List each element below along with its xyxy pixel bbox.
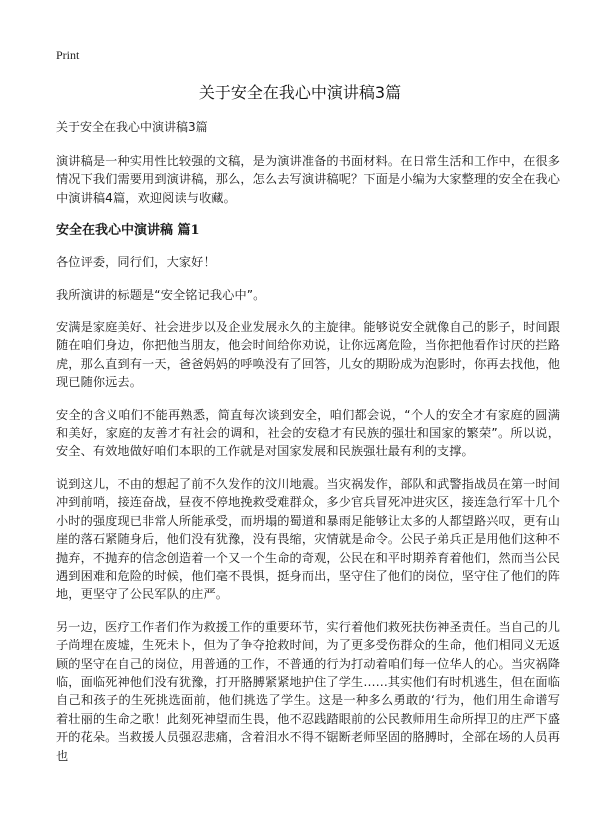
body-paragraph-3: 说到这儿，不由的想起了前不久发作的汶川地震。当灾祸发作，部队和武警指战员在第一时间冲到前哨，接连奋战，昼夜不停地挽救受难群众，多少官兵冒死冲进灾区，接连急行军十几个小时的强度现已非常人所能承受，而坍塌的蜀道和暴雨足能够让太多的人都望路兴叹，更有山崖的落石紧随身后，他们没有犹豫，没有畏缩，灾情就是命令。公民子弟兵正是用他们这种不抛弃，不抛弃的信念创造着一个又一个生命的奇观，公民在和平时期养育着他们，然而当公民遇到困难和危险的时候，他们毫不畏惧，挺身而出，坚守住了他们的岗位，坚守住了他们的阵地，更坚守了公民军队的庄严。 bbox=[56, 476, 560, 602]
body-paragraph-2: 安全的含义咱们不能再熟悉，简直每次谈到安全，咱们都会说，“个人的安全才有家庭的圆满和美好，家庭的友善才有社会的调和，社会的安稳才有民族的强壮和国家的繁荣”。所以说，安全、有效地做好咱们本职的工作就是对国家发展和民族强壮最有利的支撑。 bbox=[56, 407, 560, 459]
greeting-paragraph: 各位评委，同行们，大家好！ bbox=[56, 255, 216, 270]
body-paragraph-4: 另一边，医疗工作者们作为救援工作的重要环节，实行着他们救死扶伤神圣责任。当自己的儿子尚埋在废墟，生死未卜，但为了争夺抢救时间，为了更多受伤群众的生命，他们相同义无返顾的坚守在自己的岗位，用普通的工作，不普通的行为打动着咱们每一位华人的心。当灾祸降临，面临死神他们没有犹豫，打开胳膊紧紧地护住了学生……其实他们有时机逃生，但在面临自己和孩子的生死挑选面前，他们挑选了学生。这是一种多么勇敢的‘行为，他们用生命谱写着壮丽的生命之歌！此刻死神望而生畏，他不忍践踏眼前的公民教师用生命所捍卫的庄严下盛开的花朵。当救援人员强忍悲痛，含着泪水不得不锯断老师坚固的胳膊时，全部在场的人员再也 bbox=[56, 619, 560, 763]
document-title: 关于安全在我心中演讲稿3篇 bbox=[198, 83, 402, 102]
topic-paragraph: 我所演讲的标题是“安全铭记我心中”。 bbox=[56, 287, 266, 302]
intro-paragraph: 演讲稿是一种实用性比较强的文稿，是为演讲准备的书面材料。在日常生活和工作中，在很多情况下我们需要用到演讲稿，那么，怎么去写演讲稿呢？下面是小编为大家整理的安全在我心中演讲稿4篇，欢迎阅读与收藏。 bbox=[56, 154, 560, 205]
document-body bbox=[56, 118, 560, 779]
print-link[interactable]: Print bbox=[56, 48, 80, 62]
section-heading: 安全在我心中演讲稿 篇1 bbox=[56, 223, 200, 239]
document-subtitle: 关于安全在我心中演讲稿3篇 bbox=[56, 120, 208, 134]
body-paragraph-1: 安满是家庭美好、社会进步以及企业发展永久的主旋律。能够说安全就像自己的影子，时间跟随在咱们身边，你把他当朋友，他会时间给你劝说，让你远离危险，当你把他看作讨厌的拦路虎，那么直到有一天，爸爸妈妈的呼唤没有了回答，儿女的期盼成为泡影时，你再去找他，他现已随你远去。 bbox=[56, 320, 560, 390]
